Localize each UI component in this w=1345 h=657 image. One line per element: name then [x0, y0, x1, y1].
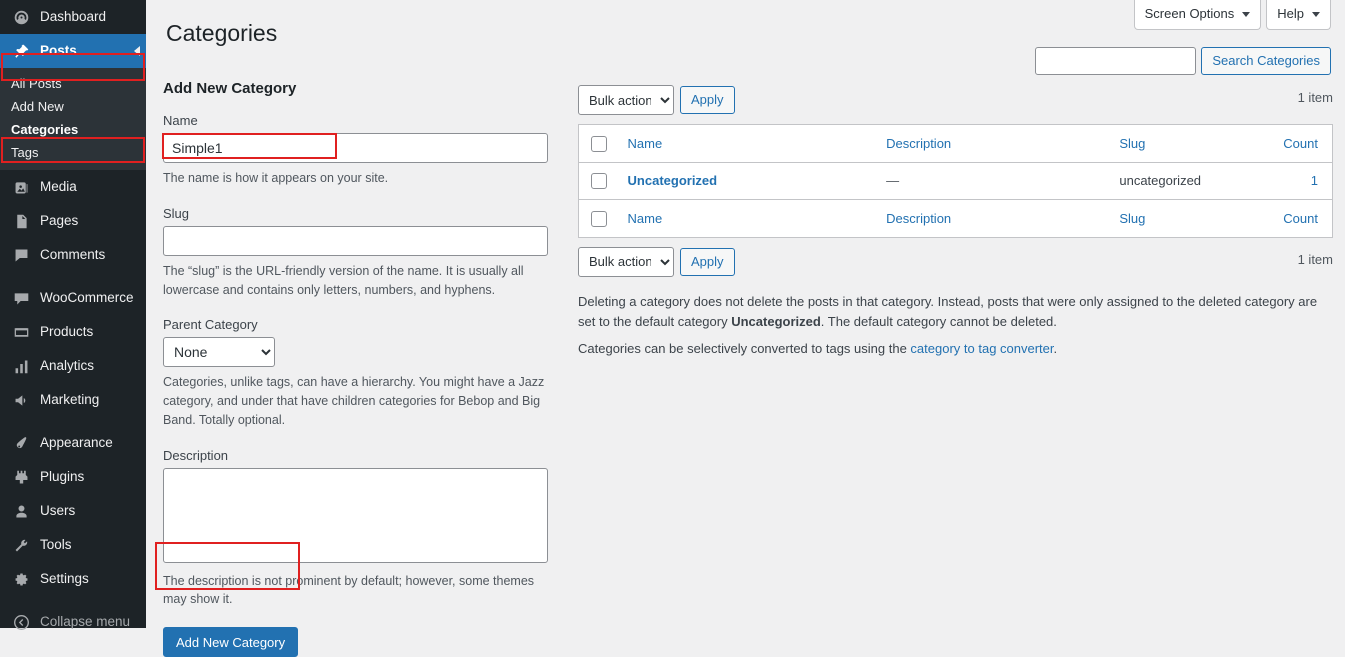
sidebar-item-label: Tools [40, 537, 72, 553]
bulk-actions-select-bottom[interactable] [578, 247, 674, 277]
note-default-category: Uncategorized [731, 314, 821, 330]
table-footer-row [579, 200, 1333, 238]
apply-button-top[interactable]: Apply [680, 86, 735, 114]
name-help-text: The name is how it appears on your site. [163, 171, 389, 185]
sidebar-item-users[interactable] [0, 494, 146, 528]
select-all-footer [579, 200, 618, 238]
table-foot [579, 200, 1333, 238]
note-line2-a: Categories can be selectively converted to tags using the [578, 341, 911, 357]
categories-list-panel [578, 84, 1333, 366]
sidebar-item-label: Media [40, 179, 77, 195]
sidebar-item-label: Users [40, 503, 76, 519]
name-input[interactable] [163, 133, 548, 163]
tools-icon [11, 535, 31, 555]
sidebar-item-comments[interactable] [0, 238, 146, 272]
row-count-cell [1272, 162, 1333, 200]
search-categories-button[interactable]: Search Categories [1201, 47, 1331, 75]
sidebar-item-dashboard[interactable] [0, 0, 146, 34]
menu-separator [0, 417, 146, 426]
products-icon [11, 322, 31, 342]
parent-help-text: Categories, unlike tags, can have a hierarchy. You might have a Jazz category, and under that have children categories for Bebop and Big Band. Totally optional. [163, 375, 545, 427]
collapse-menu-label: Collapse menu [40, 614, 131, 630]
comments-icon [11, 245, 31, 265]
pages-icon [11, 211, 31, 231]
apply-button-bottom[interactable]: Apply [680, 248, 735, 276]
description-help-text: The description is not prominent by default; however, some themes may show it. [163, 573, 535, 607]
column-footer-count[interactable] [1272, 200, 1333, 238]
column-header-count[interactable] [1272, 125, 1333, 163]
note-line1-c: . The default category cannot be deleted. [820, 314, 1057, 330]
row-description-cell: — [886, 173, 900, 189]
description-textarea[interactable] [163, 468, 548, 563]
sidebar-item-label: Marketing [40, 392, 100, 408]
row-checkbox[interactable] [591, 173, 607, 189]
collapse-icon [11, 612, 31, 632]
select-all-header [579, 125, 618, 163]
slug-help-text: The “slug” is the URL-friendly version of the name. It is usually all lowercase and contains only letters, numbers, and hyphens. [163, 263, 524, 297]
sidebar-item-products[interactable] [0, 315, 146, 349]
sidebar-item-label: Analytics [40, 358, 95, 374]
add-new-category-submit-button[interactable]: Add New Category [163, 627, 298, 657]
search-input[interactable] [1035, 47, 1196, 75]
admin-sidebar [0, 0, 146, 628]
posts-submenu [0, 68, 146, 170]
sidebar-item-label: WooCommerce [40, 290, 134, 306]
table-head [579, 125, 1333, 163]
tablenav-top [578, 84, 1333, 116]
settings-icon [11, 569, 31, 589]
bulk-actions-select-top[interactable] [578, 85, 674, 115]
screen-meta-links [1134, 0, 1331, 30]
help-label: Help [1277, 6, 1304, 21]
parent-category-label: Parent Category [163, 317, 258, 333]
category-to-tag-converter-link[interactable]: category to tag converter [910, 341, 1054, 357]
media-icon [11, 177, 31, 197]
sidebar-item-appearance[interactable] [0, 426, 146, 460]
menu-separator [0, 272, 146, 281]
form-heading: Add New Category [163, 80, 297, 97]
category-notes [578, 292, 1318, 360]
current-menu-arrow-icon [134, 46, 140, 56]
category-name-link[interactable]: Uncategorized [627, 173, 718, 189]
note-delete-behavior [578, 292, 1318, 334]
column-header-slug[interactable] [1109, 125, 1271, 163]
users-icon [11, 501, 31, 521]
submenu-item-all-posts[interactable]: All Posts [11, 76, 62, 91]
item-count-top: 1 item [1297, 90, 1333, 105]
sidebar-item-label: Posts [40, 43, 77, 59]
slug-input[interactable] [163, 226, 548, 256]
sidebar-item-analytics[interactable] [0, 349, 146, 383]
table-row [579, 162, 1333, 200]
description-label: Description [163, 447, 229, 463]
sort-count-link[interactable]: Count [1283, 135, 1318, 151]
sidebar-item-posts[interactable] [0, 34, 146, 68]
help-button[interactable] [1266, 0, 1331, 30]
row-select-cell [579, 162, 618, 200]
chevron-down-icon [1312, 12, 1320, 17]
sidebar-item-label: Appearance [40, 435, 113, 451]
table-body [579, 162, 1333, 200]
submenu-item-tags[interactable]: Tags [11, 145, 39, 160]
select-all-checkbox-top[interactable] [591, 136, 607, 152]
sidebar-item-media[interactable] [0, 170, 146, 204]
pin-icon [11, 41, 31, 61]
note-line1-a: Deleting a category does not delete the posts in that category. Instead, posts that were only assigned to the deleted category are set to the default category [578, 293, 1318, 330]
woocommerce-icon [11, 288, 31, 308]
sort-description-link-bottom[interactable]: Description [886, 210, 952, 226]
table-header-row [579, 125, 1333, 163]
chevron-down-icon [1242, 12, 1250, 17]
submenu-item-categories[interactable]: Categories [11, 122, 79, 137]
sidebar-item-plugins[interactable] [0, 460, 146, 494]
note-line2-b: . [1053, 341, 1058, 357]
note-converter [578, 339, 1318, 360]
item-count-bottom: 1 item [1297, 251, 1333, 267]
column-footer-description[interactable] [876, 200, 1109, 238]
sort-name-link[interactable]: Name [627, 135, 663, 151]
appearance-icon [11, 433, 31, 453]
column-header-name[interactable] [618, 125, 877, 163]
screen-options-label: Screen Options [1144, 6, 1235, 21]
tablenav-bottom [578, 246, 1333, 278]
sidebar-item-label: Plugins [40, 469, 85, 485]
sidebar-item-label: Products [40, 324, 94, 340]
column-footer-slug[interactable] [1109, 200, 1271, 238]
slug-label: Slug [163, 205, 190, 221]
categories-table [578, 124, 1333, 238]
sort-description-link[interactable]: Description [886, 135, 952, 151]
sidebar-item-label: Dashboard [40, 9, 107, 25]
marketing-icon [11, 390, 31, 410]
submenu-item-add-new[interactable]: Add New [11, 99, 64, 114]
sidebar-item-pages[interactable] [0, 204, 146, 238]
sort-count-link-bottom[interactable]: Count [1283, 210, 1318, 226]
sort-slug-link-bottom[interactable]: Slug [1119, 210, 1146, 226]
sort-slug-link[interactable]: Slug [1119, 135, 1146, 151]
sidebar-item-woocommerce[interactable] [0, 281, 146, 315]
sidebar-item-settings[interactable] [0, 562, 146, 596]
category-count-link[interactable]: 1 [1310, 173, 1318, 189]
sort-name-link-bottom[interactable]: Name [627, 210, 663, 226]
row-slug-cell: uncategorized [1119, 173, 1202, 189]
collapse-menu-button[interactable] [0, 605, 146, 639]
analytics-icon [11, 356, 31, 376]
add-new-category-form [163, 78, 563, 657]
page-title: Categories [166, 20, 278, 46]
menu-separator [0, 596, 146, 605]
column-footer-name[interactable] [618, 200, 877, 238]
column-header-description[interactable] [876, 125, 1109, 163]
screen-options-button[interactable] [1134, 0, 1262, 30]
name-label: Name [163, 113, 198, 128]
sidebar-item-label: Settings [40, 571, 89, 587]
select-all-checkbox-bottom[interactable] [591, 211, 607, 227]
sidebar-item-label: Pages [40, 213, 79, 229]
search-form [1035, 47, 1331, 75]
parent-category-select[interactable] [163, 337, 275, 367]
row-name-cell [618, 162, 877, 200]
sidebar-item-tools[interactable] [0, 528, 146, 562]
dashboard-icon [11, 7, 31, 27]
plugins-icon [11, 467, 31, 487]
sidebar-item-marketing[interactable] [0, 383, 146, 417]
main-content [146, 0, 1345, 650]
sidebar-item-label: Comments [40, 247, 106, 263]
